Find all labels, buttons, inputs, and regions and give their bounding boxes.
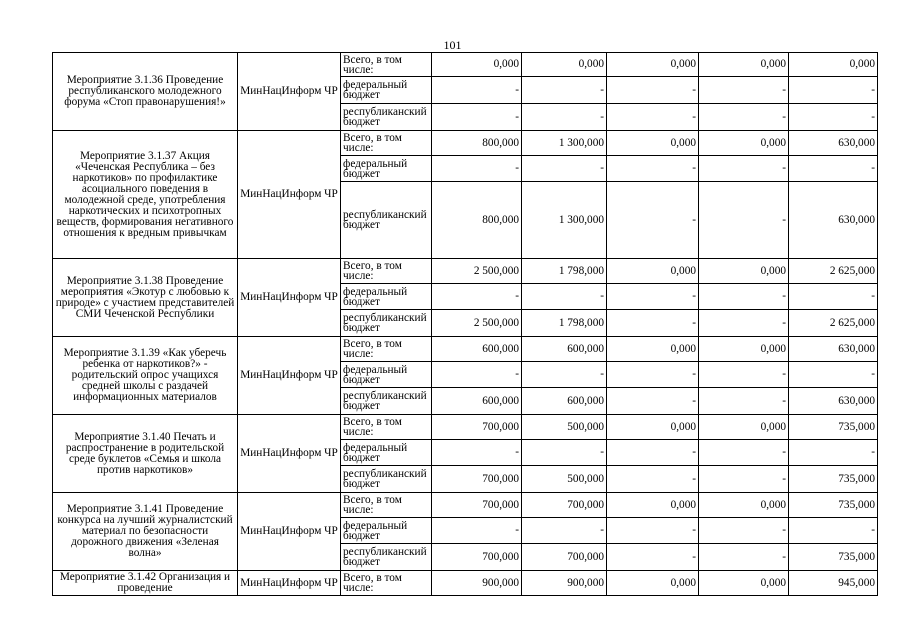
amount-cell: 630,000	[789, 131, 878, 156]
executor-cell: МинНацИнформ ЧР	[238, 337, 341, 415]
amount-cell: -	[699, 440, 789, 466]
amount-cell: 630,000	[789, 388, 878, 415]
amount-cell: 1 798,000	[522, 310, 607, 337]
amount-cell: 1 300,000	[522, 182, 607, 259]
amount-cell: -	[699, 284, 789, 310]
event-name-cell: Мероприятие 3.1.41 Проведение конкурса на лучший журналистский материал по безопасности дорожного движения «Зеленая волна»	[53, 493, 238, 571]
amount-cell: -	[699, 544, 789, 571]
amount-cell: 0,000	[699, 493, 789, 518]
funding-source-cell: Всего, в том числе:	[341, 415, 432, 440]
amount-cell: -	[699, 156, 789, 182]
executor-cell: МинНацИнформ ЧР	[238, 53, 341, 131]
funding-source-cell: федеральный бюджет	[341, 156, 432, 182]
amount-cell: 735,000	[789, 415, 878, 440]
amount-cell: 600,000	[432, 337, 522, 362]
amount-cell: -	[699, 362, 789, 388]
amount-cell: -	[432, 518, 522, 544]
amount-cell: -	[607, 388, 699, 415]
amount-cell: 630,000	[789, 182, 878, 259]
funding-source-cell: Всего, в том числе:	[341, 259, 432, 284]
amount-cell: 0,000	[789, 53, 878, 77]
funding-source-cell: Всего, в том числе:	[341, 53, 432, 77]
funding-source-cell: Всего, в том числе:	[341, 493, 432, 518]
event-name-cell: Мероприятие 3.1.42 Организация и проведение	[53, 571, 238, 596]
amount-cell: 700,000	[522, 544, 607, 571]
amount-cell: 0,000	[699, 53, 789, 77]
table-row	[53, 131, 878, 156]
amount-cell: -	[607, 104, 699, 131]
executor-cell: МинНацИнформ ЧР	[238, 131, 341, 259]
table-row	[53, 493, 878, 518]
table-row	[53, 415, 878, 440]
amount-cell: -	[789, 104, 878, 131]
amount-cell: -	[607, 466, 699, 493]
amount-cell: -	[432, 77, 522, 104]
amount-cell: 0,000	[699, 259, 789, 284]
amount-cell: 0,000	[699, 337, 789, 362]
amount-cell: 2 625,000	[789, 259, 878, 284]
amount-cell: 900,000	[432, 571, 522, 596]
funding-source-cell: федеральный бюджет	[341, 284, 432, 310]
table-row	[53, 571, 878, 596]
amount-cell: -	[789, 77, 878, 104]
funding-source-cell: республиканский бюджет	[341, 544, 432, 571]
amount-cell: 0,000	[522, 53, 607, 77]
amount-cell: -	[789, 156, 878, 182]
amount-cell: 800,000	[432, 182, 522, 259]
executor-cell: МинНацИнформ ЧР	[238, 571, 341, 596]
amount-cell: 2 500,000	[432, 259, 522, 284]
amount-cell: -	[699, 466, 789, 493]
event-name-cell: Мероприятие 3.1.40 Печать и распространение в родительской среде буклетов «Семья и школа против наркотиков»	[53, 415, 238, 493]
budget-table	[52, 52, 878, 596]
amount-cell: -	[432, 362, 522, 388]
amount-cell: 945,000	[789, 571, 878, 596]
amount-cell: 700,000	[432, 544, 522, 571]
amount-cell: 0,000	[607, 53, 699, 77]
amount-cell: 0,000	[607, 571, 699, 596]
amount-cell: -	[607, 544, 699, 571]
amount-cell: -	[789, 440, 878, 466]
funding-source-cell: федеральный бюджет	[341, 440, 432, 466]
event-name-cell: Мероприятие 3.1.38 Проведение мероприятия «Экотур с любовью к природе» с участием представителей СМИ Чеченской Республики	[53, 259, 238, 337]
amount-cell: 2 625,000	[789, 310, 878, 337]
event-name-cell: Мероприятие 3.1.37 Акция «Чеченская Республика – без наркотиков» по профилактике асоциального поведения в молодежной среде, употребления наркотических и психотропных веществ, формирования негативного отношения к вредным привычкам	[53, 131, 238, 259]
amount-cell: 700,000	[432, 466, 522, 493]
amount-cell: -	[607, 182, 699, 259]
amount-cell: -	[522, 518, 607, 544]
funding-source-cell: федеральный бюджет	[341, 518, 432, 544]
executor-cell: МинНацИнформ ЧР	[238, 259, 341, 337]
event-name-cell: Мероприятие 3.1.36 Проведение республиканского молодежного форума «Стоп правонарушения!»	[53, 53, 238, 131]
executor-cell: МинНацИнформ ЧР	[238, 415, 341, 493]
table-row	[53, 337, 878, 362]
amount-cell: -	[522, 156, 607, 182]
amount-cell: 0,000	[607, 493, 699, 518]
amount-cell: -	[432, 156, 522, 182]
amount-cell: 735,000	[789, 544, 878, 571]
funding-source-cell: Всего, в том числе:	[341, 337, 432, 362]
funding-source-cell: Всего, в том числе:	[341, 131, 432, 156]
amount-cell: -	[432, 440, 522, 466]
amount-cell: 600,000	[432, 388, 522, 415]
executor-cell: МинНацИнформ ЧР	[238, 493, 341, 571]
amount-cell: -	[699, 182, 789, 259]
amount-cell: 0,000	[699, 571, 789, 596]
amount-cell: 600,000	[522, 337, 607, 362]
funding-source-cell: республиканский бюджет	[341, 104, 432, 131]
amount-cell: -	[607, 156, 699, 182]
amount-cell: 630,000	[789, 337, 878, 362]
table-row	[53, 259, 878, 284]
amount-cell: -	[699, 310, 789, 337]
amount-cell: -	[522, 104, 607, 131]
table-row	[53, 53, 878, 77]
amount-cell: -	[789, 362, 878, 388]
amount-cell: 2 500,000	[432, 310, 522, 337]
amount-cell: -	[432, 104, 522, 131]
amount-cell: -	[789, 518, 878, 544]
amount-cell: -	[699, 104, 789, 131]
amount-cell: -	[522, 77, 607, 104]
amount-cell: -	[607, 310, 699, 337]
amount-cell: -	[789, 284, 878, 310]
amount-cell: 800,000	[432, 131, 522, 156]
amount-cell: 735,000	[789, 493, 878, 518]
amount-cell: 1 300,000	[522, 131, 607, 156]
amount-cell: 0,000	[607, 415, 699, 440]
amount-cell: -	[522, 440, 607, 466]
amount-cell: -	[699, 77, 789, 104]
amount-cell: 700,000	[432, 415, 522, 440]
amount-cell: 0,000	[699, 131, 789, 156]
amount-cell: -	[522, 284, 607, 310]
amount-cell: -	[607, 284, 699, 310]
amount-cell: 600,000	[522, 388, 607, 415]
amount-cell: -	[607, 518, 699, 544]
amount-cell: 0,000	[607, 131, 699, 156]
funding-source-cell: республиканский бюджет	[341, 310, 432, 337]
amount-cell: 500,000	[522, 415, 607, 440]
amount-cell: 0,000	[607, 337, 699, 362]
amount-cell: -	[432, 284, 522, 310]
funding-source-cell: республиканский бюджет	[341, 388, 432, 415]
amount-cell: -	[607, 440, 699, 466]
amount-cell: 700,000	[432, 493, 522, 518]
amount-cell: 0,000	[432, 53, 522, 77]
amount-cell: 0,000	[699, 415, 789, 440]
amount-cell: -	[522, 362, 607, 388]
amount-cell: 900,000	[522, 571, 607, 596]
amount-cell: 735,000	[789, 466, 878, 493]
page-number: 101	[443, 38, 462, 52]
funding-source-cell: республиканский бюджет	[341, 466, 432, 493]
amount-cell: 700,000	[522, 493, 607, 518]
amount-cell: -	[699, 518, 789, 544]
amount-cell: 500,000	[522, 466, 607, 493]
amount-cell: 0,000	[607, 259, 699, 284]
amount-cell: -	[607, 362, 699, 388]
funding-source-cell: федеральный бюджет	[341, 362, 432, 388]
amount-cell: -	[699, 388, 789, 415]
funding-source-cell: Всего, в том числе:	[341, 571, 432, 596]
event-name-cell: Мероприятие 3.1.39 «Как уберечь ребенка от наркотиков?» - родительский опрос учащихся средней школы с раздачей информационных материалов	[53, 337, 238, 415]
funding-source-cell: республиканский бюджет	[341, 182, 432, 259]
amount-cell: 1 798,000	[522, 259, 607, 284]
funding-source-cell: федеральный бюджет	[341, 77, 432, 104]
amount-cell: -	[607, 77, 699, 104]
